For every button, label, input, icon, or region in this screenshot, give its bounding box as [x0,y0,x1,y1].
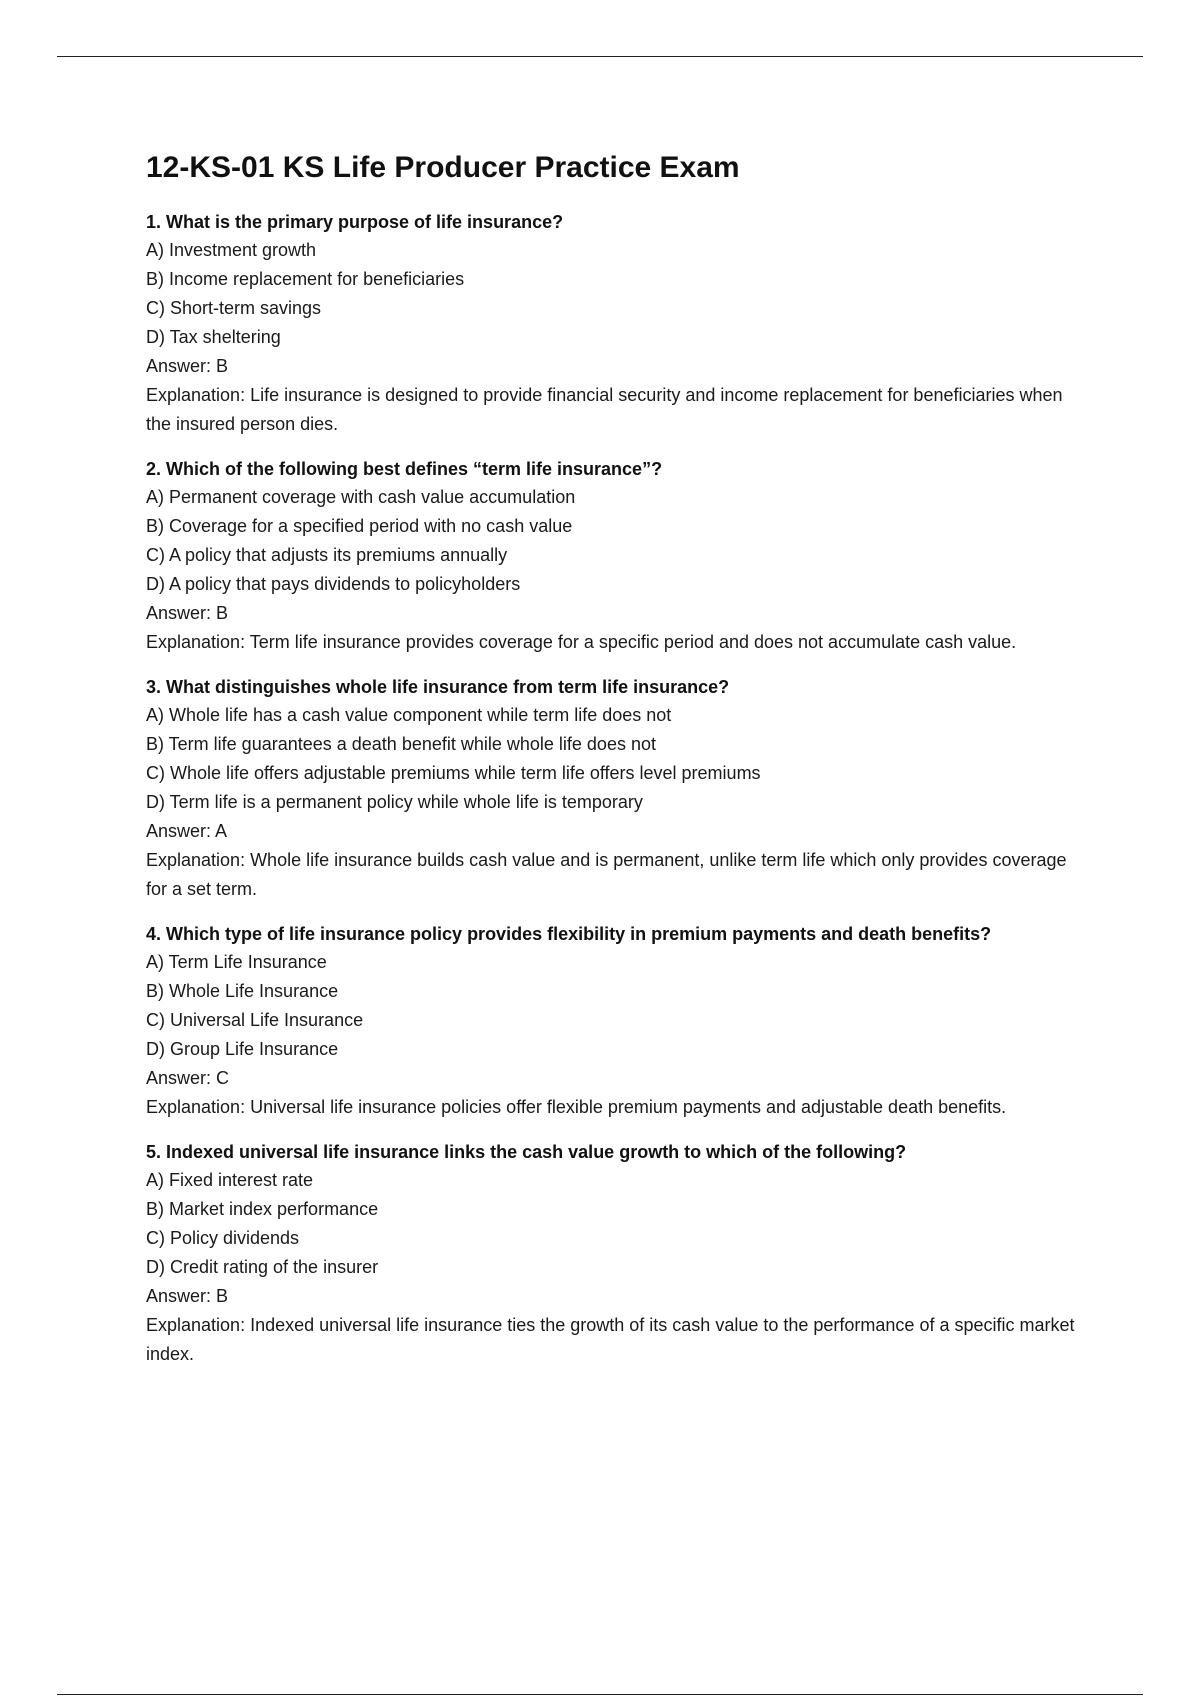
explanation: Explanation: Life insurance is designed to provide financial security and income replacement for beneficiaries when the insured person dies. [146,385,1063,434]
option-c: C) A policy that adjusts its premiums annually [146,545,508,565]
question-text: 4. Which type of life insurance policy provides flexibility in premium payments and death benefits? [146,924,992,944]
question-block [146,1138,1086,1369]
question-text: 5. Indexed universal life insurance links the cash value growth to which of the following? [146,1142,907,1162]
answer: Answer: B [146,1286,229,1306]
header-rule [57,56,1143,57]
document-title: 12-KS-01 KS Life Producer Practice Exam [146,151,740,184]
explanation: Explanation: Universal life insurance policies offer flexible premium payments and adjustable death benefits. [146,1097,1007,1117]
option-d: D) A policy that pays dividends to policyholders [146,574,521,594]
question-block [146,208,1086,439]
answer: Answer: B [146,356,229,376]
option-d: D) Tax sheltering [146,327,281,347]
option-a: A) Investment growth [146,240,317,260]
answer: Answer: C [146,1068,230,1088]
answer: Answer: A [146,821,228,841]
question-text: 3. What distinguishes whole life insurance from term life insurance? [146,677,730,697]
option-b: B) Coverage for a specified period with no cash value [146,516,573,536]
option-a: A) Whole life has a cash value component while term life does not [146,705,672,725]
option-a: A) Term Life Insurance [146,952,327,972]
option-c: C) Universal Life Insurance [146,1010,364,1030]
question-text: 1. What is the primary purpose of life insurance? [146,212,564,232]
option-d: D) Credit rating of the insurer [146,1257,379,1277]
explanation: Explanation: Whole life insurance builds cash value and is permanent, unlike term life which only provides coverage for a set term. [146,850,1067,899]
document-body [146,146,1086,1385]
explanation: Explanation: Term life insurance provides coverage for a specific period and does not accumulate cash value. [146,632,1017,652]
question-block [146,920,1086,1122]
explanation: Explanation: Indexed universal life insurance ties the growth of its cash value to the performance of a specific market index. [146,1315,1075,1364]
option-c: C) Policy dividends [146,1228,300,1248]
question-text: 2. Which of the following best defines “term life insurance”? [146,459,663,479]
footer-rule [57,1694,1143,1695]
option-b: B) Whole Life Insurance [146,981,339,1001]
option-b: B) Market index performance [146,1199,379,1219]
option-d: D) Term life is a permanent policy while whole life is temporary [146,792,643,812]
option-a: A) Fixed interest rate [146,1170,314,1190]
answer: Answer: B [146,603,229,623]
option-c: C) Whole life offers adjustable premiums while term life offers level premiums [146,763,761,783]
question-block [146,673,1086,904]
option-a: A) Permanent coverage with cash value accumulation [146,487,576,507]
option-c: C) Short-term savings [146,298,322,318]
option-b: B) Income replacement for beneficiaries [146,269,465,289]
option-d: D) Group Life Insurance [146,1039,339,1059]
option-b: B) Term life guarantees a death benefit while whole life does not [146,734,656,754]
question-block [146,455,1086,657]
